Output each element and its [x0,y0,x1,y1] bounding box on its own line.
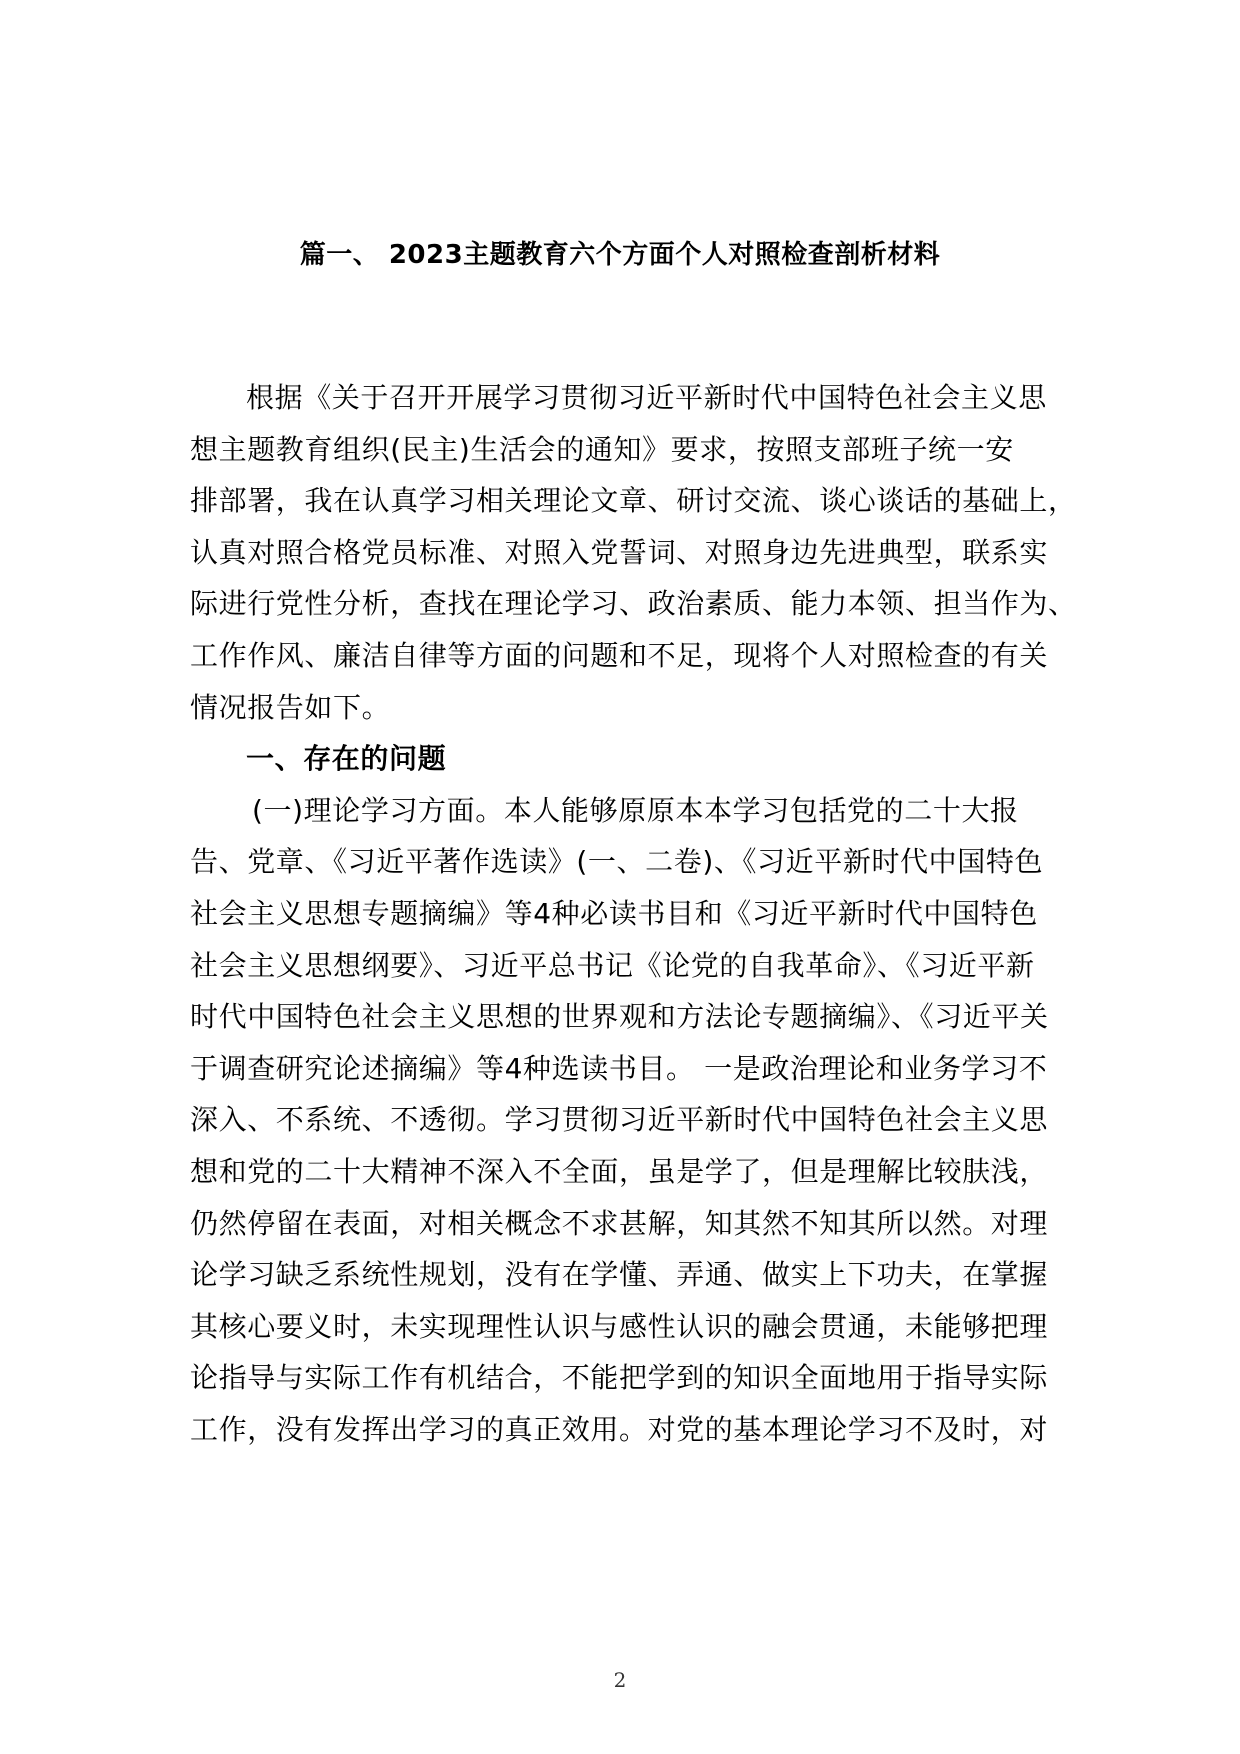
paragraph-line: 工作作风、廉洁自律等方面的问题和不足，现将个人对照检查的有关 [190,638,1049,672]
paragraph-line: 时代中国特色社会主义思想的世界观和方法论专题摘编》、《习近平关 [190,1000,1049,1034]
page-number: 2 [613,1668,627,1692]
paragraph-line: 际进行党性分析，查找在理论学习、政治素质、能力本领、担当作为、 [190,587,1077,621]
paragraph-line: (一)理论学习方面。本人能够原原本本学习包括党的二十大报 [252,793,1019,827]
paragraph-line: 于调查研究论述摘编》等4种选读书目。 一是政治理论和业务学习不 [190,1051,1048,1085]
paragraph-line: 根据《关于召开开展学习贯彻习近平新时代中国特色社会主义思 [246,381,1047,414]
paragraph-line: 告、党章、《习近平著作选读》(一、二卷)、《习近平新时代中国特色 [190,845,1044,879]
paragraph-line: 论指导与实际工作有机结合，不能把学到的知识全面地用于指导实际 [190,1361,1049,1395]
document-title: 篇一、 2023主题教育六个方面个人对照检查剖析材料 [299,240,941,270]
paragraph-line: 论学习缺乏系统性规划，没有在学懂、弄通、做实上下功夫，在掌握 [190,1258,1049,1292]
paragraph-line: 深入、不系统、不透彻。学习贯彻习近平新时代中国特色社会主义思 [190,1103,1049,1137]
paragraph-line: 想和党的二十大精神不深入不全面，虽是学了，但是理解比较肤浅， [190,1154,1049,1188]
paragraph-line: 工作，没有发挥出学习的真正效用。对党的基本理论学习不及时，对 [190,1412,1049,1446]
paragraph-line: 社会主义思想纲要》、习近平总书记《论党的自我革命》、《习近平新 [190,948,1035,982]
document-body [190,372,1077,1455]
paragraph-line: 其核心要义时，未实现理性认识与感性认识的融会贯通，未能够把理 [190,1309,1049,1343]
paragraph-line: 情况报告如下。 [190,690,391,724]
section-heading: 一、存在的问题 [246,742,447,776]
paragraph-line: 社会主义思想专题摘编》等4种必读书目和《习近平新时代中国特色 [190,896,1038,930]
paragraph-line: 排部署，我在认真学习相关理论文章、研讨交流、谈心谈话的基础上， [190,484,1077,518]
paragraph-line: 想主题教育组织(民主)生活会的通知》要求，按照支部班子统一安 [190,432,1014,466]
paragraph-line: 认真对照合格党员标准、对照入党誓词、对照身边先进典型，联系实 [190,535,1049,569]
paragraph-line: 仍然停留在表面，对相关概念不求甚解，知其然不知其所以然。对理 [190,1206,1049,1240]
